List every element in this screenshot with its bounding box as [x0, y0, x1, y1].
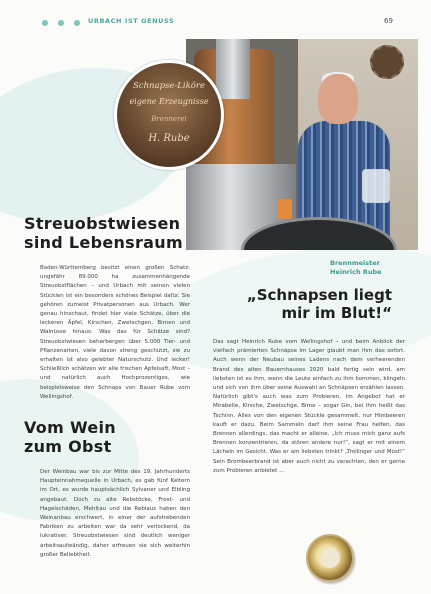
photo-pipe	[216, 39, 250, 99]
heading-line: Vom Wein	[24, 418, 116, 437]
header-dot	[42, 20, 48, 26]
inset-sign-line: H. Rube	[148, 133, 190, 144]
bottle-cap-image	[303, 531, 357, 585]
heading-line: Streuobstwiesen	[24, 214, 181, 233]
header-dot	[58, 20, 64, 26]
inset-sign-line: Schnapse-Liköre	[132, 81, 206, 91]
photo-orange-cup	[278, 199, 292, 219]
heading-line: zum Obst	[24, 437, 112, 456]
heading-line: sind Lebensraum	[24, 233, 183, 252]
section-heading-vom-wein	[24, 418, 116, 456]
header-dots	[42, 20, 80, 26]
quote-line: „Schnapsen liegt	[246, 286, 392, 304]
caption-role: Brennmeister	[330, 259, 380, 267]
page-number: 69	[384, 17, 393, 25]
header-dot	[74, 20, 80, 26]
section-heading-streuobstwiesen	[24, 214, 183, 252]
inset-sign-photo	[114, 60, 224, 170]
photo-caption	[330, 259, 382, 277]
quote-line: mir im Blut!“	[281, 304, 392, 322]
inset-sign-line: eigene Erzeugnisse	[129, 97, 209, 106]
photo-measuring-jug	[362, 169, 390, 203]
body-text-interview: Das sagt Heinrich Rube vom Wellingshof – und beim Anblick der vielfach prämierten Schnäpse im Lager glaubt man ihm das sofort. Auch wenn der Neubau seines Ladens nach dem verheerenden Brand des alten Bauernhauses 2020 bald fertig sein wird, am liebsten ist es ihm, wenn die Leute einfach zu ihm kommen, klingeln und sich von ihm über seine Auswahl an Schnäpsen erzählen lassen. Natürlich gibt's auch was zum Probieren. Im Angebot hat er Mirabelle, Kirsche, Zwetschge, Birne – sogar Gin, bei ihm heißt das Tschinn. Alles von den eigenen Stückle gesammelt, nur Himbeeren kauft er dazu. Beim Sammeln darf ihm seine Frau helfen, das Brennen allerdings, das macht er alleine. „Ich muss mich ganz aufs Brennen konzentrieren, da stören andere nur!“, sagt er mit einem Lächeln im Gesicht. Was er am liebsten trinkt? „Trollinger und Most!“ Sein Brombeerbrand ist aber auch nicht zu verachten, den er gerne zum Probieren anbietet …	[213, 339, 405, 474]
photo-person-head	[318, 74, 358, 124]
body-text-section1: Baden-Württemberg besitzt einen großen Schatz: ungefähr 89.000 ha zusammenhängende Streuobstflächen – und Urbach mit seinen vielen Stücklen ist ein besonders schönes Beispiel dafür. Sie gehören zumeist Privatpersonen aus Urbach. Wer genau hinschaut, findet hier viele Schätze, über die leckeren Äpfel, Kirschen, Zwetschgen, Birnen und Walnüsse hinaus. Was das für Schätze sind? Streuobstwiesen beherbergen über 5.000 Tier- und Pflanzenarten, viele davon streng geschützt, sie zu erhalten ist also gelebter Naturschutz. Und lecker! Schließlich schätzen wir alle frischen Apfelsaft, Most – und natürlich auch Hochprozentiges, wie beispielsweise den Schnaps von Bauer Rube vom Wellingshof.	[40, 265, 190, 400]
photo-wall-decoration	[370, 45, 404, 79]
bottle-cap-inner	[319, 547, 342, 570]
hero-photo-distiller	[186, 39, 418, 250]
caption-name: Heinrich Rube	[330, 268, 382, 276]
body-text-section2: Der Weinbau war bis zur Mitte des 19. Jahrhunderts Haupteinnahmequelle in Urbach, es gab fünf Keltern im Ort, es wurde hauptsächlich Sylvaner und Elbling angebaut. Doch zu alte Rebstöcke, Frost- und Hagelschäden, Mehltau und die Reblaus haben den Weinanbau erschwert, in einer der aufstrebenden Fabriken zu arbeiten war da sehr verlockend, da lukrativer. Streuobstwiesen sind deutlich weniger arbeitsaufwändig, daher erfreuen sie sich weiterhin großer Beliebtheit.	[40, 469, 190, 558]
running-head: URBACH IST GENUSS	[88, 17, 175, 25]
pull-quote	[192, 286, 392, 322]
inset-sign-line: Brennerei	[151, 115, 187, 123]
